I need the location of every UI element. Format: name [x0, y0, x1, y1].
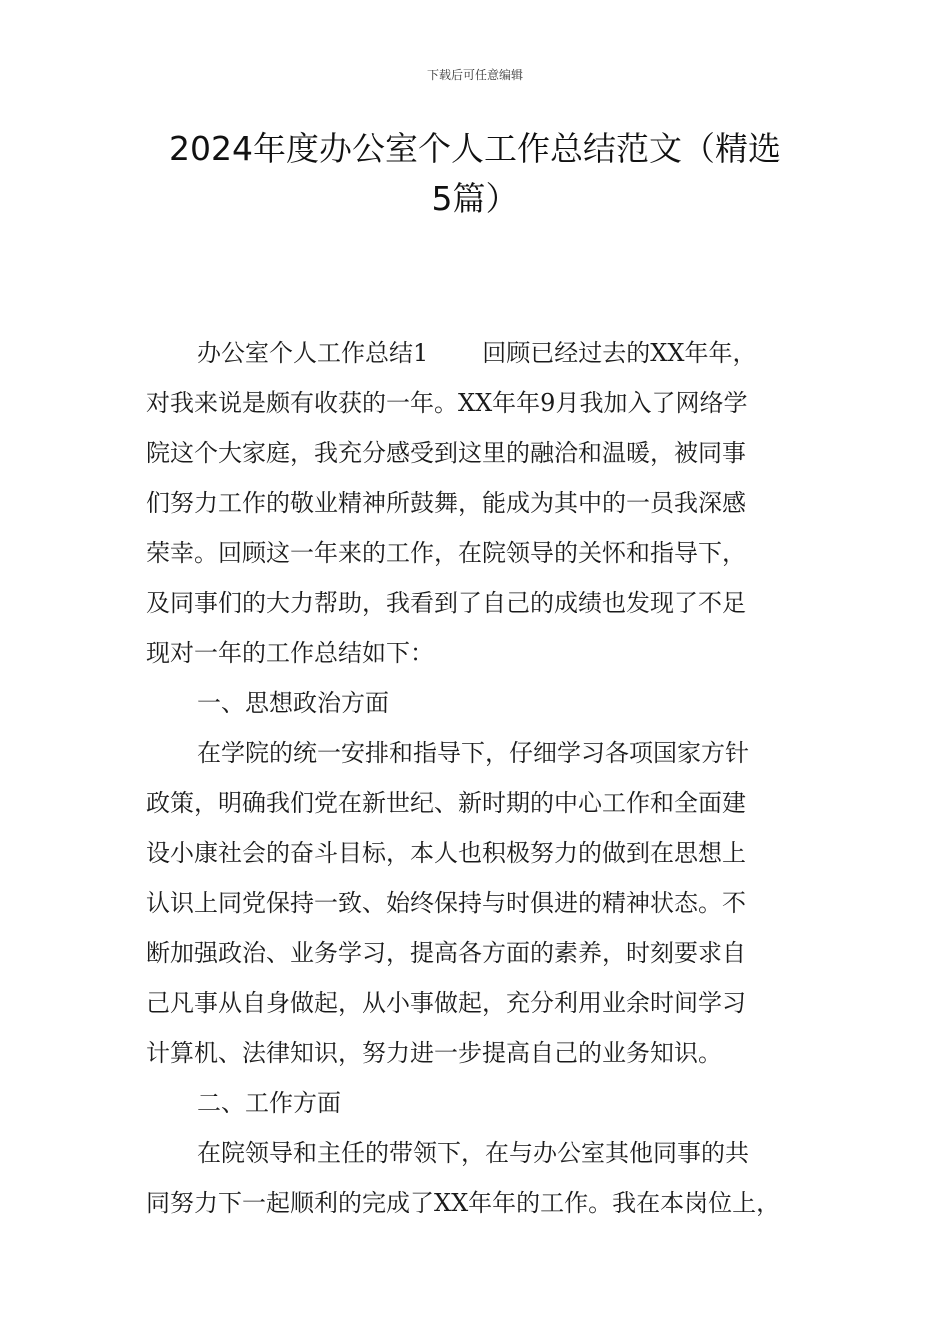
paragraph-text: 回顾已经过去的XX年年，	[482, 339, 757, 367]
paragraph-line: 对我来说是颇有收获的一年。XX年年9月我加入了网络学	[146, 389, 748, 417]
subsection-heading: 一、思想政治方面	[197, 689, 389, 717]
paragraph-line: 计算机、法律知识，努力进一步提高自己的业务知识。	[146, 1039, 722, 1067]
title-line-2: 5篇）	[431, 179, 519, 218]
document-body	[146, 328, 806, 1228]
paragraph-line: 断加强政治、业务学习，提高各方面的素养，时刻要求自	[146, 939, 746, 967]
document-title	[130, 124, 820, 224]
paragraph-line: 在学院的统一安排和指导下，仔细学习各项国家方针	[197, 739, 749, 767]
page-header-note: 下载后可任意编辑	[426, 68, 523, 82]
paragraph-line: 在院领导和主任的带领下，在与办公室其他同事的共	[197, 1139, 749, 1167]
title-line-1: 2024年度办公室个人工作总结范文（精选	[169, 129, 781, 168]
paragraph-line	[146, 328, 806, 378]
paragraph-line: 们努力工作的敬业精神所鼓舞，能成为其中的一员我深感	[146, 489, 746, 517]
paragraph-line: 荣幸。回顾这一年来的工作，在院领导的关怀和指导下，	[146, 539, 746, 567]
subsection-heading: 二、工作方面	[197, 1089, 341, 1117]
paragraph-line: 同努力下一起顺利的完成了XX年年的工作。我在本岗位上，	[146, 1189, 781, 1217]
paragraph-line: 设小康社会的奋斗目标，本人也积极努力的做到在思想上	[146, 839, 746, 867]
section-heading-1: 办公室个人工作总结1	[197, 339, 429, 367]
paragraph-line: 己凡事从自身做起，从小事做起，充分利用业余时间学习	[146, 989, 746, 1017]
paragraph-line: 院这个大家庭，我充分感受到这里的融洽和温暖，被同事	[146, 439, 746, 467]
paragraph-line: 认识上同党保持一致、始终保持与时俱进的精神状态。不	[146, 889, 746, 917]
paragraph-line: 及同事们的大力帮助，我看到了自己的成绩也发现了不足	[146, 589, 746, 617]
paragraph-line: 政策，明确我们党在新世纪、新时期的中心工作和全面建	[146, 789, 746, 817]
paragraph-line: 现对一年的工作总结如下：	[146, 639, 434, 667]
